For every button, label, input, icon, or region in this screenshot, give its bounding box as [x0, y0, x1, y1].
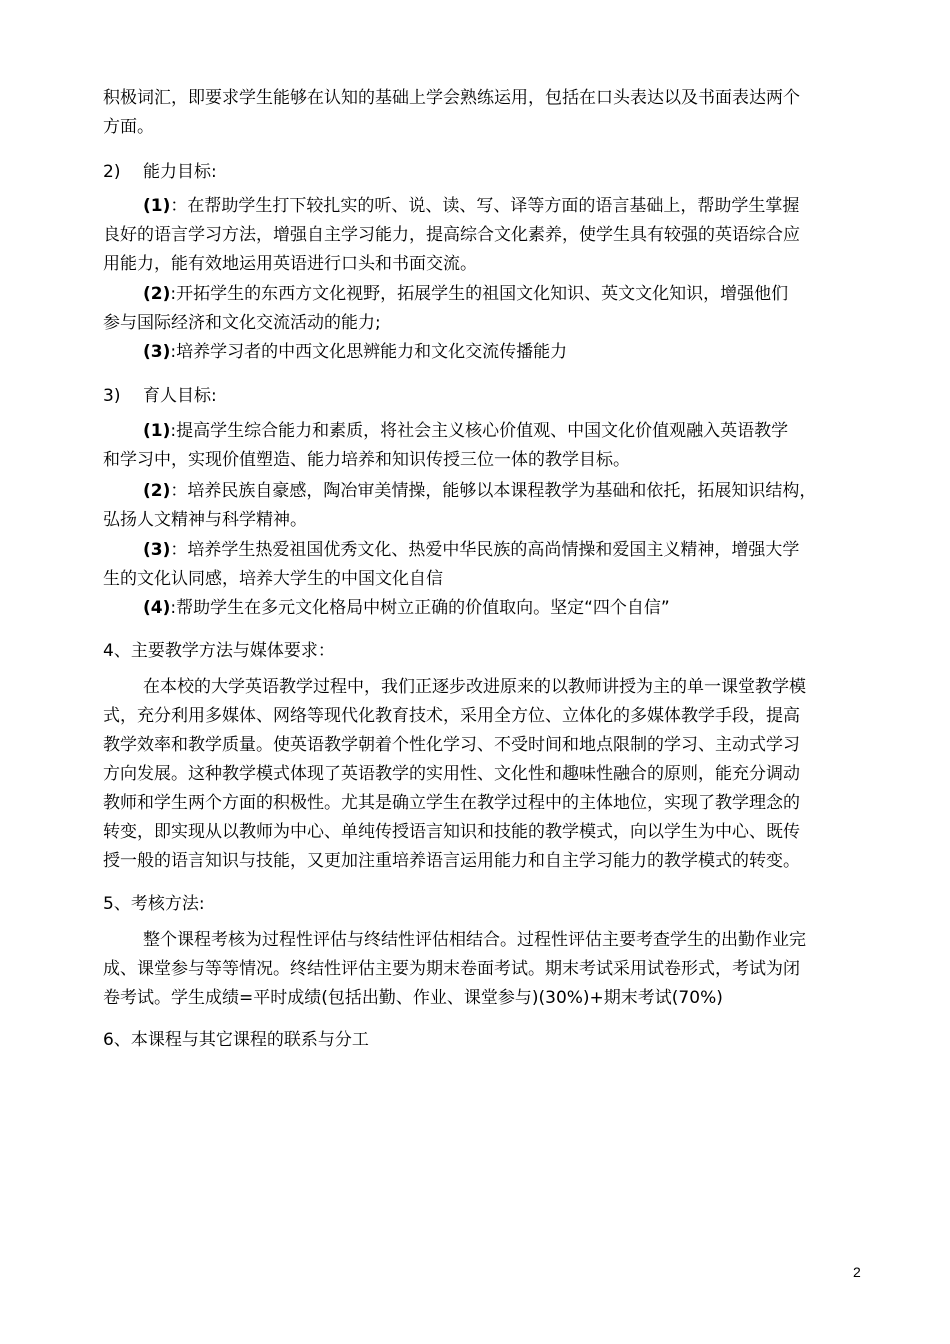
page-number: 2: [853, 1264, 861, 1280]
paragraph-line: 在本校的大学英语教学过程中，我们正逐步改进原来的以教师讲授为主的单一课堂教学模: [143, 677, 806, 697]
paragraph-line: 和学习中，实现价值塑造、能力培养和知识传授三位一体的教学目标。: [103, 450, 630, 470]
section-heading-ability: [103, 162, 217, 182]
paragraph-line: 方向发展。这种教学模式体现了英语教学的实用性、文化性和趣味性融合的原则，能充分调动: [103, 764, 800, 784]
paragraph-line: 式，充分利用多媒体、网络等现代化教育技术，采用全方位、立体化的多媒体教学手段，提高: [103, 706, 800, 726]
paragraph-line: 弘扬人文精神与科学精神。: [103, 510, 307, 530]
item-marker: (1): [143, 196, 171, 216]
paragraph-line: 成、课堂参与等等情况。终结性评估主要为期末卷面考试。期末考试采用试卷形式，考试为闭: [103, 959, 800, 979]
item-text: ：培养民族自豪感，陶冶审美情操，能够以本课程教学为基础和依托，拓展知识结构，: [170, 481, 817, 501]
item-text: ：在帮助学生打下较扎实的听、说、读、写、译等方面的语言基础上，帮助学生掌握: [170, 196, 800, 216]
section-title: 能力目标:: [143, 162, 217, 182]
paragraph-line: 生的文化认同感，培养大学生的中国文化自信: [103, 569, 443, 589]
paragraph-line: 卷考试。学生成绩=平时成绩(包括出勤、作业、课堂参与)(30%)+期末考试(70%): [103, 988, 723, 1008]
list-item-line: [143, 421, 788, 441]
section-title: 育人目标:: [143, 386, 217, 406]
item-marker: (1): [143, 421, 171, 441]
paragraph-line: 方面。: [103, 117, 154, 137]
section-heading-methods: 4、主要教学方法与媒体要求：: [103, 641, 335, 661]
section-number: 2): [103, 162, 121, 182]
item-text: ：培养学生热爱祖国优秀文化、热爱中华民族的高尚情操和爱国主义精神，增强大学: [170, 540, 800, 560]
list-item-line: [143, 540, 799, 560]
section-heading-relation: 6、本课程与其它课程的联系与分工: [103, 1030, 369, 1050]
item-marker: (4): [143, 598, 171, 618]
list-item-line: [143, 598, 670, 618]
paragraph-line: 参与国际经济和文化交流活动的能力;: [103, 313, 381, 333]
paragraph-line: 整个课程考核为过程性评估与终结性评估相结合。过程性评估主要考查学生的出勤作业完: [143, 930, 806, 950]
section-heading-education: [103, 386, 217, 406]
paragraph-line: 授一般的语言知识与技能，又更加注重培养语言运用能力和自主学习能力的教学模式的转变。: [103, 851, 800, 871]
list-item-line: [143, 284, 788, 304]
paragraph-line: 良好的语言学习方法，增强自主学习能力，提高综合文化素养，使学生具有较强的英语综合应: [103, 225, 800, 245]
item-marker: (3): [143, 342, 171, 362]
item-marker: (3): [143, 540, 171, 560]
list-item-line: [143, 481, 816, 501]
paragraph-line: 教师和学生两个方面的积极性。尤其是确立学生在教学过程中的主体地位，实现了教学理念的: [103, 793, 800, 813]
paragraph-line: 转变，即实现从以教师为中心、单纯传授语言知识和技能的教学模式，向以学生为中心、既传: [103, 822, 800, 842]
section-number: 3): [103, 386, 121, 406]
paragraph-line: 教学效率和教学质量。使英语教学朝着个性化学习、不受时间和地点限制的学习、主动式学习: [103, 735, 800, 755]
item-marker: (2): [143, 284, 171, 304]
paragraph-line: 积极词汇，即要求学生能够在认知的基础上学会熟练运用，包括在口头表达以及书面表达两个: [103, 88, 800, 108]
list-item-line: [143, 342, 567, 362]
list-item-line: [143, 196, 799, 216]
item-text: :帮助学生在多元文化格局中树立正确的价值取向。坚定“四个自信”: [170, 598, 670, 618]
paragraph-line: 用能力，能有效地运用英语进行口头和书面交流。: [103, 254, 477, 274]
item-marker: (2): [143, 481, 171, 501]
item-text: :培养学习者的中西文化思辨能力和文化交流传播能力: [170, 342, 568, 362]
item-text: :提高学生综合能力和素质，将社会主义核心价值观、中国文化价值观融入英语教学: [170, 421, 789, 441]
item-text: :开拓学生的东西方文化视野，拓展学生的祖国文化知识、英文文化知识，增强他们: [170, 284, 789, 304]
section-heading-assessment: 5、考核方法:: [103, 894, 205, 914]
